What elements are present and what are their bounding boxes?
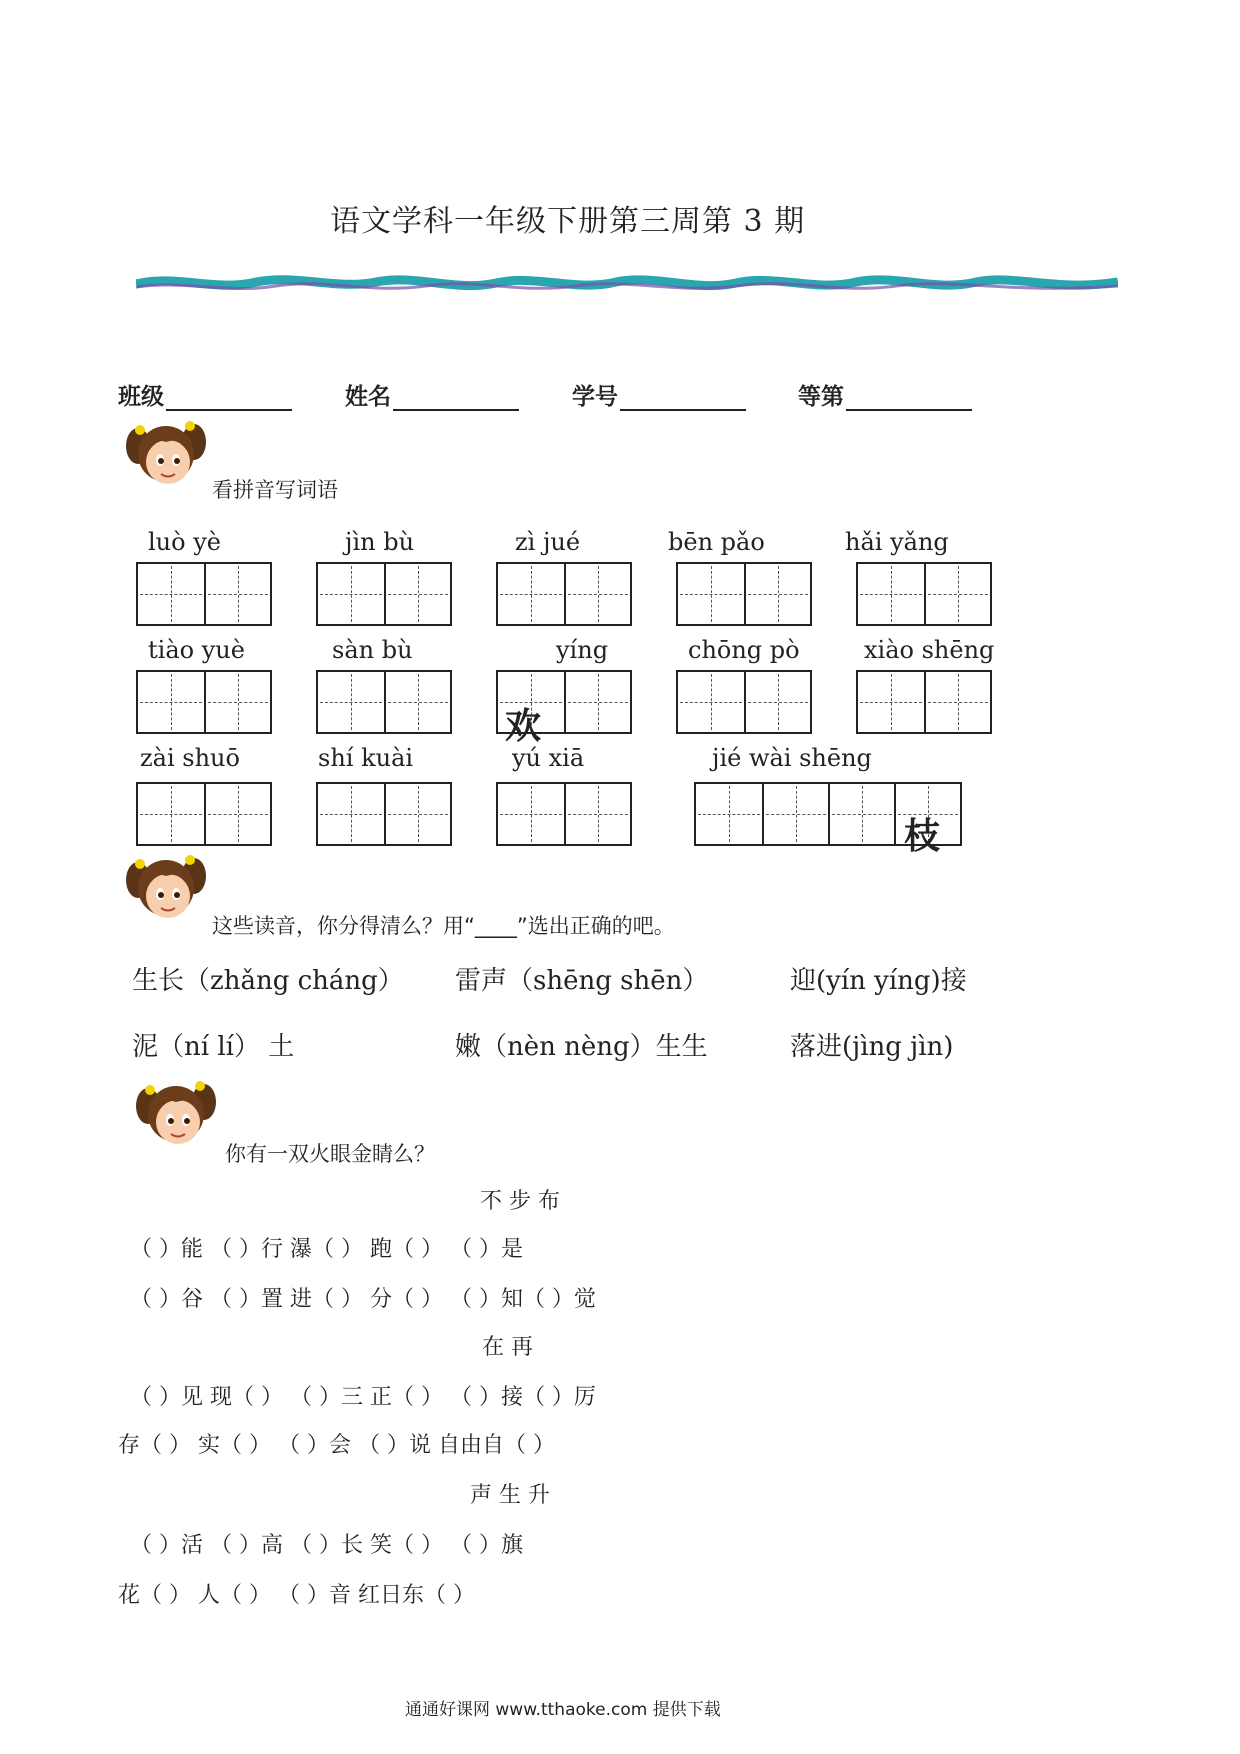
writing-grid[interactable]: [496, 782, 632, 846]
fill-in-line[interactable]: 存（ ） 实（ ） （ ）会 （ ）说 自由自（ ）: [118, 1433, 555, 1458]
pinyin-label: jié wài shēng: [712, 744, 872, 772]
pronunciation-choice[interactable]: 生长（zhǎng cháng）: [132, 966, 404, 996]
writing-grid[interactable]: [676, 670, 812, 734]
fill-in-line[interactable]: （ ）能 （ ）行 瀑（ ） 跑（ ） （ ）是: [130, 1237, 523, 1262]
footer-credit: 通通好课网 www.tthaoke.com 提供下载: [405, 1700, 721, 1720]
girl-icon: [118, 416, 214, 494]
character-group-head: 声 生 升: [470, 1483, 550, 1508]
girl-icon: [128, 1076, 224, 1154]
pinyin-label: tiào yuè: [148, 636, 245, 664]
pronunciation-choice[interactable]: 迎(yín yíng)接: [790, 966, 967, 996]
pinyin-label: hǎi yǎng: [845, 528, 949, 556]
pronunciation-choice[interactable]: 落进(jìng jìn): [790, 1032, 954, 1062]
pinyin-label: zài shuō: [140, 744, 240, 772]
class-field[interactable]: 班级: [118, 378, 292, 411]
section1-instruction: 看拼音写词语: [212, 478, 338, 502]
section2-instruction: 这些读音，你分得清么？用“____”选出正确的吧。: [212, 914, 675, 938]
pinyin-label: yú xiā: [512, 744, 585, 772]
grade-field[interactable]: 等第: [798, 378, 972, 411]
section3-instruction: 你有一双火眼金睛么？: [225, 1142, 435, 1166]
pronunciation-choice[interactable]: 雷声（shēng shēn）: [455, 966, 709, 996]
pinyin-label: yíng: [556, 636, 609, 664]
fill-in-line[interactable]: （ ）谷 （ ）置 进（ ） 分（ ） （ ）知（ ）觉: [130, 1287, 596, 1312]
student-number-field[interactable]: 学号: [572, 378, 746, 411]
character-group-head: 不 步 布: [480, 1189, 560, 1214]
character-group-head: 在 再: [482, 1335, 533, 1360]
pronunciation-choice[interactable]: 嫩（nèn nèng）生生: [455, 1032, 708, 1062]
writing-grid[interactable]: [676, 562, 812, 626]
given-character: 枝: [904, 816, 941, 857]
given-character: 欢: [505, 706, 542, 747]
writing-grid[interactable]: [856, 670, 992, 734]
pinyin-label: luò yè: [148, 528, 221, 556]
pronunciation-choice[interactable]: 泥（ní lí） 土: [132, 1032, 295, 1062]
pinyin-label: jìn bù: [345, 528, 415, 556]
writing-grid[interactable]: [136, 782, 272, 846]
writing-grid[interactable]: [316, 782, 452, 846]
fill-in-line[interactable]: （ ）见 现（ ） （ ）三 正（ ） （ ）接（ ）厉: [130, 1385, 596, 1410]
name-field[interactable]: 姓名: [345, 378, 519, 411]
writing-grid[interactable]: [316, 562, 452, 626]
pinyin-label: bēn pǎo: [668, 528, 765, 556]
page-title: 语文学科一年级下册第三周第 3 期: [330, 204, 806, 239]
pinyin-label: xiào shēng: [864, 636, 995, 664]
pinyin-label: sàn bù: [332, 636, 413, 664]
writing-grid[interactable]: [316, 670, 452, 734]
girl-icon: [118, 850, 214, 928]
decorative-wave-divider: [136, 270, 1118, 296]
pinyin-label: zì jué: [515, 528, 581, 556]
writing-grid[interactable]: [136, 562, 272, 626]
fill-in-line[interactable]: （ ）活 （ ）高 （ ）长 笑（ ） （ ）旗: [130, 1533, 523, 1558]
fill-in-line[interactable]: 花（ ） 人（ ） （ ）音 红日东（ ）: [118, 1583, 475, 1608]
writing-grid[interactable]: [856, 562, 992, 626]
writing-grid[interactable]: [136, 670, 272, 734]
pinyin-label: chōng pò: [688, 636, 800, 664]
writing-grid[interactable]: [496, 562, 632, 626]
pinyin-label: shí kuài: [318, 744, 414, 772]
